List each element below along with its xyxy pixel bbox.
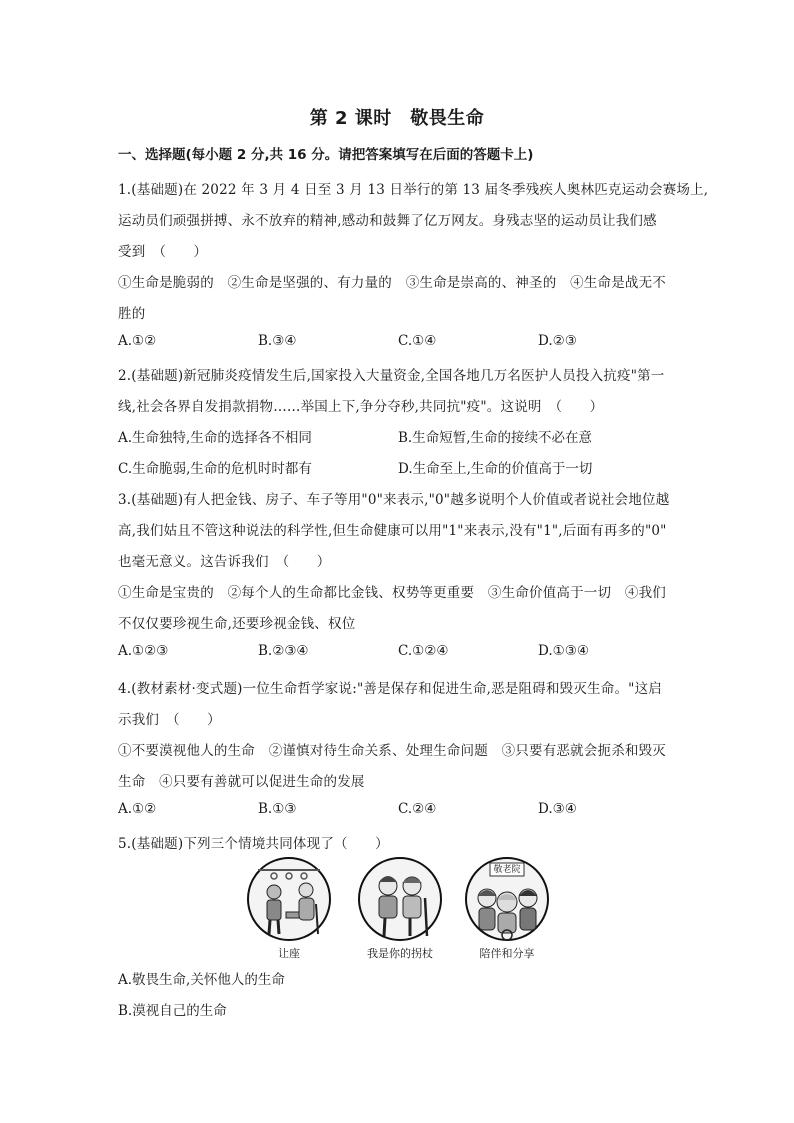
q1-option-d: D.②③ <box>538 333 577 349</box>
crutch-illustration <box>355 856 445 942</box>
q4-option-d: D.③④ <box>538 801 577 817</box>
figure-crutch <box>355 856 445 960</box>
q3-option-c: C.①②④ <box>398 643 449 659</box>
give-up-seat-illustration <box>244 856 334 942</box>
q5-illustrations <box>244 856 554 964</box>
figure-companionship <box>462 856 552 960</box>
q4-option-b: B.①③ <box>258 801 297 817</box>
q3-option-a: A.①②③ <box>118 643 169 659</box>
q3-option-d: D.①③④ <box>538 643 589 659</box>
page-title: 第 2 课时 敬畏生命 <box>309 108 485 129</box>
q1-option-c: C.①④ <box>398 333 437 349</box>
q1-line: 受到 （ ） <box>118 244 208 260</box>
q3-line: 3.(基础题)有人把金钱、房子、车子等用"0"来表示,"0"越多说明个人价值或者说社会地位越 <box>118 492 670 508</box>
section-heading: 一、选择题(每小题 2 分,共 16 分。请把答案填写在后面的答题卡上) <box>118 147 534 163</box>
nursing-home-sign: 敬老院 <box>493 865 521 875</box>
q2-line: 线,社会各界自发捐款捐物……举国上下,争分夺秒,共同抗"疫"。这说明 （ ） <box>118 399 604 415</box>
q2-option-b: B.生命短暂,生命的接续不必在意 <box>398 430 593 446</box>
q4-line: 示我们 （ ） <box>118 712 221 728</box>
figure-give-up-seat <box>244 856 334 960</box>
q1-option-a: A.①② <box>118 333 157 349</box>
q1-line: 胜的 <box>118 306 146 322</box>
q1-line: 1.(基础题)在 2022 年 3 月 4 日至 3 月 13 日举行的第 13 届冬季残疾人奥林匹克运动会赛场上, <box>118 182 709 198</box>
q2-line: 2.(基础题)新冠肺炎疫情发生后,国家投入大量资金,全国各地几万名医护人员投入抗疫"第一 <box>118 368 665 384</box>
q1-line: ①生命是脆弱的 ②生命是坚强的、有力量的 ③生命是崇高的、神圣的 ④生命是战无不 <box>118 275 666 291</box>
q2-option-d: D.生命至上,生命的价值高于一切 <box>398 461 593 477</box>
q3-line: 也毫无意义。这告诉我们 （ ） <box>118 554 331 570</box>
q3-line: 不仅仅要珍视生命,还要珍视金钱、权位 <box>118 616 356 632</box>
q1-line: 运动员们顽强拼搏、永不放弃的精神,感动和鼓舞了亿万网友。身残志坚的运动员让我们感 <box>118 213 657 229</box>
q1-option-b: B.③④ <box>258 333 297 349</box>
q3-line: 高,我们姑且不管这种说法的科学性,但生命健康可以用"1"来表示,没有"1",后面有再多的"0" <box>118 523 667 539</box>
q5-option-b: B.漠视自己的生命 <box>118 1003 227 1019</box>
q5-line: 5.(基础题)下列三个情境共同体现了（ ） <box>118 836 389 852</box>
q4-line: 4.(教材素材·变式题)一位生命哲学家说:"善是保存和促进生命,恶是阻碍和毁灭生命。"这启 <box>118 681 662 697</box>
q5-option-a: A.敬畏生命,关怀他人的生命 <box>118 972 285 988</box>
figure-caption: 我是你的拐杖 <box>367 947 433 960</box>
q3-option-b: B.②③④ <box>258 643 309 659</box>
q2-option-a: A.生命独特,生命的选择各不相同 <box>118 430 312 446</box>
q3-line: ①生命是宝贵的 ②每个人的生命都比金钱、权势等更重要 ③生命价值高于一切 ④我们 <box>118 585 666 601</box>
q4-option-a: A.①② <box>118 801 157 817</box>
q2-option-c: C.生命脆弱,生命的危机时时都有 <box>118 461 312 477</box>
figure-caption: 陪伴和分享 <box>479 947 535 960</box>
q4-line: 生命 ④只要有善就可以促进生命的发展 <box>118 774 365 790</box>
q4-option-c: C.②④ <box>398 801 437 817</box>
figure-caption: 让座 <box>278 947 300 960</box>
q4-line: ①不要漠视他人的生命 ②谨慎对待生命关系、处理生命问题 ③只要有恶就会扼杀和毁灭 <box>118 743 666 759</box>
